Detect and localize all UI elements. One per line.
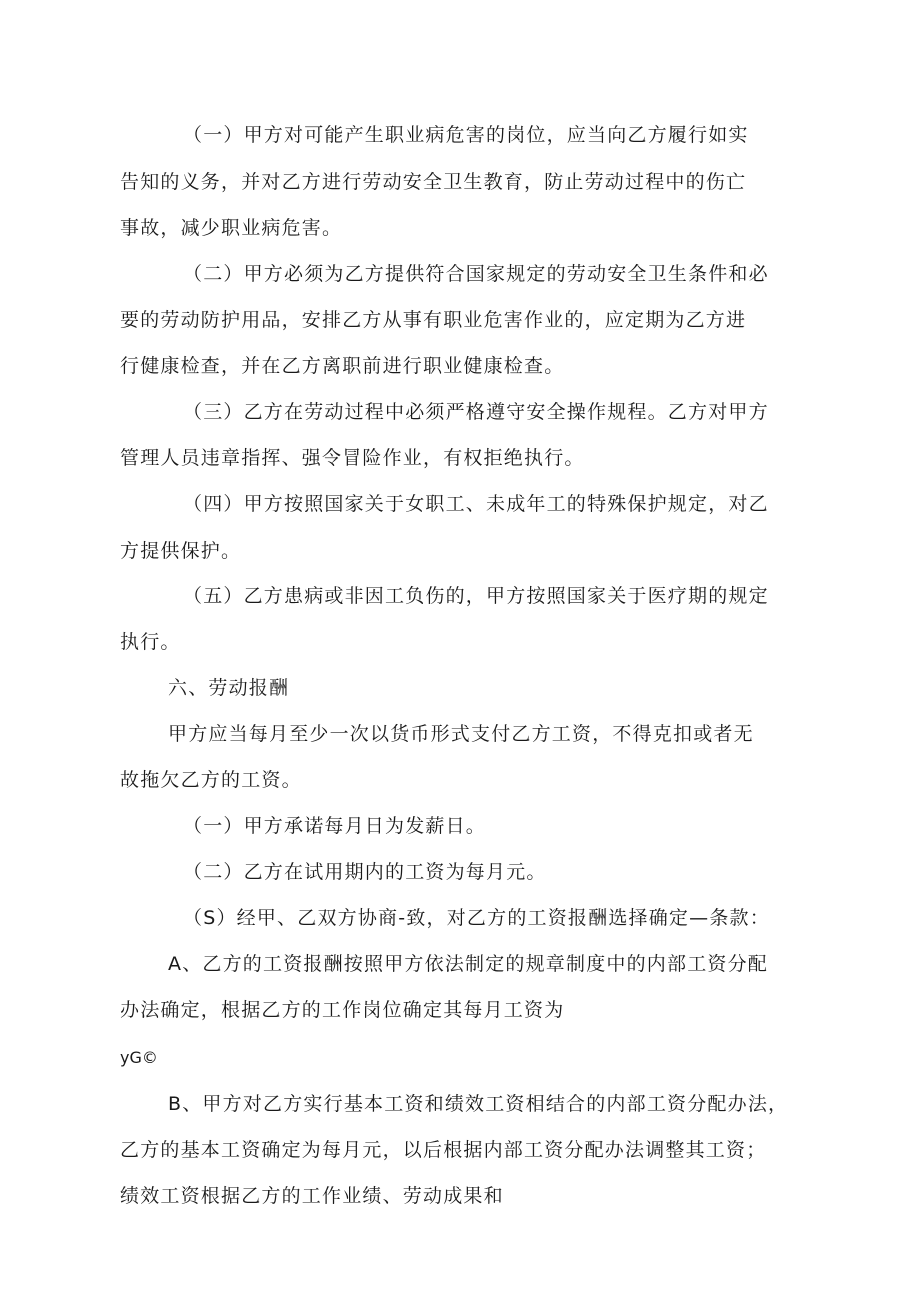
- section-heading: 六、劳动报酬: [168, 677, 290, 699]
- text-line: （二）甲方必须为乙方提供符合国家规定的劳动安全卫生条件和必: [183, 263, 769, 285]
- text-line: 告知的义务，并对乙方进行劳动安全卫生教育，防止劳动过程中的伤亡: [120, 171, 747, 193]
- text-line: B、甲方对乙方实行基本工资和绩效工资相结合的内部工资分配办法，: [168, 1093, 789, 1115]
- text-line: A、乙方的工资报酬按照甲方依法制定的规章制度中的内部工资分配: [168, 953, 768, 975]
- text-line: 事故，减少职业病危害。: [120, 217, 343, 239]
- text-line: （三）乙方在劳动过程中必须严格遵守安全操作规程。乙方对甲方: [183, 401, 769, 423]
- text-line: （二）乙方在试用期内的工资为每月元。: [183, 861, 547, 883]
- text-line: 故拖欠乙方的工资。: [120, 769, 302, 791]
- text-line: （一）甲方承诺每月日为发薪日。: [183, 815, 487, 837]
- text-line: 方提供保护。: [120, 540, 242, 562]
- text-line: yG©: [120, 1048, 158, 1067]
- text-line: 绩效工资根据乙方的工作业绩、劳动成果和: [120, 1185, 504, 1207]
- text-line: 乙方的基本工资确定为每月元，以后根据内部工资分配办法调整其工资；: [120, 1139, 767, 1161]
- text-line: （五）乙方患病或非因工负伤的，甲方按照国家关于医疗期的规定: [183, 585, 769, 607]
- text-line: （S）经甲、乙双方协商-致，对乙方的工资报酬选择确定—条款：: [183, 907, 770, 929]
- text-line: 要的劳动防护用品，安排乙方从事有职业危害作业的，应定期为乙方进: [120, 309, 747, 331]
- text-line: 办法确定，根据乙方的工作岗位确定其每月工资为: [120, 999, 565, 1021]
- text-line: 管理人员违章指挥、强令冒险作业，有权拒绝执行。: [120, 447, 585, 469]
- text-line: （一）甲方对可能产生职业病危害的岗位，应当向乙方履行如实: [183, 124, 749, 146]
- text-line: 执行。: [120, 631, 181, 653]
- text-line: 行健康检查，并在乙方离职前进行职业健康检查。: [120, 355, 565, 377]
- text-line: 甲方应当每月至少一次以货币形式支付乙方工资，不得克扣或者无: [168, 723, 754, 745]
- text-line: （四）甲方按照国家关于女职工、未成年工的特殊保护规定，对乙: [183, 493, 769, 515]
